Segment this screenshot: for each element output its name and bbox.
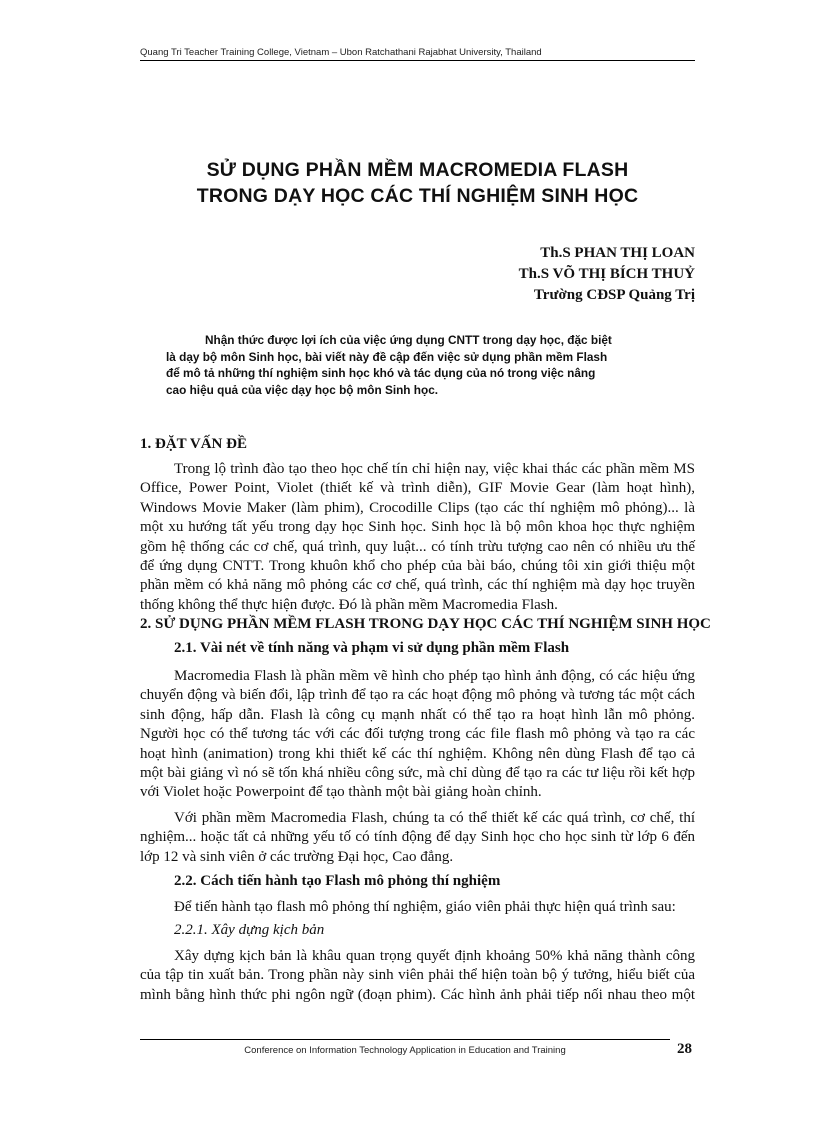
abstract-line: là dạy bộ môn Sinh học, bài viết này đề cập đến việc sử dụng phần mềm Flash bbox=[166, 349, 608, 364]
text-line: Với phần mềm Macromedia Flash, chúng ta có thể thiết kế các quá trình, cơ chế, thí bbox=[174, 810, 695, 826]
paper-title-line-2: TRONG DẠY HỌC CÁC THÍ NGHIỆM SINH HỌC bbox=[196, 185, 639, 207]
text-line: với Violet hoặc Powerpoint để tạo thành một bài giảng hoàn chỉnh. bbox=[140, 784, 542, 801]
subsection-2-2-1-heading: 2.2.1. Xây dựng kịch bản bbox=[174, 922, 325, 938]
text-line: Người học có thể tương tác với các đối tượng trong các file flash mô phỏng và tạo ra các bbox=[140, 726, 695, 743]
text-line: để ứng dụng CNTT. Trong khuôn khổ cho phép của bài báo, chúng tôi xin giới thiệu một bbox=[140, 557, 695, 574]
running-head: Quang Tri Teacher Training College, Vietnam – Ubon Ratchathani Rajabhat University, Thailand bbox=[140, 47, 542, 58]
text-line: của tập tin xuất bản. Trong phần này sinh viên phải thể hiện toàn bộ ý tưởng, hiểu biết của bbox=[140, 967, 695, 984]
author-block bbox=[519, 243, 695, 306]
footer-rule bbox=[140, 1039, 670, 1040]
text-line: chuyển động và biến đổi, lập trình để tạo ra các hoạt động mô phỏng và tương tác một cách bbox=[140, 687, 695, 704]
abstract-line: cao hiệu quả của việc dạy học bộ môn Sinh học. bbox=[166, 382, 439, 397]
subsection-2-1-heading: 2.1. Vài nét về tính năng và phạm vi sử dụng phần mềm Flash bbox=[174, 640, 570, 656]
text-line: lớp 12 và sinh viên ở các trường Đại học, Cao đẳng. bbox=[140, 848, 454, 865]
author-1: Th.S PHAN THỊ LOAN bbox=[540, 245, 695, 261]
abstract-line: Nhận thức được lợi ích của việc ứng dụng CNTT trong dạy học, đặc biệt bbox=[205, 333, 612, 347]
section-2-heading: 2. SỬ DỤNG PHẦN MỀM FLASH TRONG DẠY HỌC CÁC THÍ NGHIỆM SINH HỌC bbox=[140, 616, 711, 632]
section-1-paragraph bbox=[140, 460, 695, 615]
text-line: Office, Power Point, Violet (thiết kế và trình diễn), GIF Movie Gear (làm hoạt hình), bbox=[140, 480, 695, 497]
text-line: một xu hướng tất yếu trong dạy học Sinh học. Sinh học là bộ môn khoa học thực nghiệm bbox=[140, 519, 695, 536]
text-line: hoạt hình (animation) trong khi thiết kế các thí nghiệm. Không nên dùng Flash để tạo cả bbox=[140, 745, 695, 762]
affiliation: Trường CĐSP Quảng Trị bbox=[533, 287, 695, 303]
text-line: sinh động, hấp dẫn. Flash là công cụ mạnh nhất có thể tạo ra hoạt hình lẫn mô phỏng. bbox=[140, 706, 695, 723]
text-line: gồm hệ thống các cơ chế, quá trình, quy luật... có tính trừu tượng cao nên có nhiều ưu thế bbox=[140, 538, 695, 555]
text-line: mình bằng hình thức phi ngôn ngữ (đoạn phim). Các hình ảnh phải tiếp nối nhau theo một bbox=[140, 986, 695, 1003]
text-line: Windows Movie Maker (làm phim), Crocodille Clips (tạo các thí nghiệm mô phỏng)... là bbox=[140, 499, 695, 516]
text-line: nghiệm... hoặc tất cả những yếu tố có tính động để dạy Sinh học cho học sinh từ lớp 6 đến bbox=[140, 829, 695, 846]
footer-conference: Conference on Information Technology Application in Education and Training bbox=[244, 1045, 566, 1056]
text-line: thống không thể thực hiện được. Đó là phần mềm Macromedia Flash. bbox=[140, 596, 558, 613]
abstract-line: để mô tả những thí nghiệm sinh học khó và tác dụng của nó trong việc nâng bbox=[166, 366, 596, 380]
text-line: Để tiến hành tạo flash mô phỏng thí nghiệm, giáo viên phải thực hiện quá trình sau: bbox=[174, 899, 676, 915]
text-line: Macromedia Flash là phần mềm vẽ hình cho phép tạo hình ảnh động, có các hiệu ứng bbox=[174, 668, 695, 684]
paper-title-line-1: SỬ DỤNG PHẦN MỀM MACROMEDIA FLASH bbox=[206, 159, 629, 181]
subsection-2-1-paragraph-2 bbox=[140, 809, 695, 867]
page-number: 28 bbox=[677, 1041, 692, 1057]
text-line: Xây dựng kịch bản là khâu quan trọng quyết định khoảng 50% khả năng thành công bbox=[174, 948, 695, 964]
text-line: Trong lộ trình đào tạo theo học chế tín chỉ hiện nay, việc khai thác các phần mềm MS bbox=[174, 461, 695, 477]
abstract bbox=[166, 332, 677, 398]
text-line: phần mềm có khả năng mô phỏng các cơ chế, quá trình, các thí nghiệm mà dạy học truyền bbox=[140, 577, 695, 594]
text-line: một bài giảng vì nó sẽ tốn khá nhiều công sức, mà chỉ dùng để tạo ra các tư liệu rồi kết hợp bbox=[140, 764, 695, 781]
section-1-heading: 1. ĐẶT VẤN ĐỀ bbox=[140, 436, 247, 452]
subsection-2-1-paragraph-1 bbox=[140, 667, 695, 803]
author-2: Th.S VÕ THỊ BÍCH THUỶ bbox=[518, 266, 695, 282]
subsection-2-2-1-paragraph bbox=[140, 947, 695, 1005]
header-rule bbox=[140, 60, 695, 61]
subsection-2-2-intro bbox=[140, 898, 695, 917]
subsection-2-2-heading: 2.2. Cách tiến hành tạo Flash mô phỏng thí nghiệm bbox=[174, 873, 501, 889]
